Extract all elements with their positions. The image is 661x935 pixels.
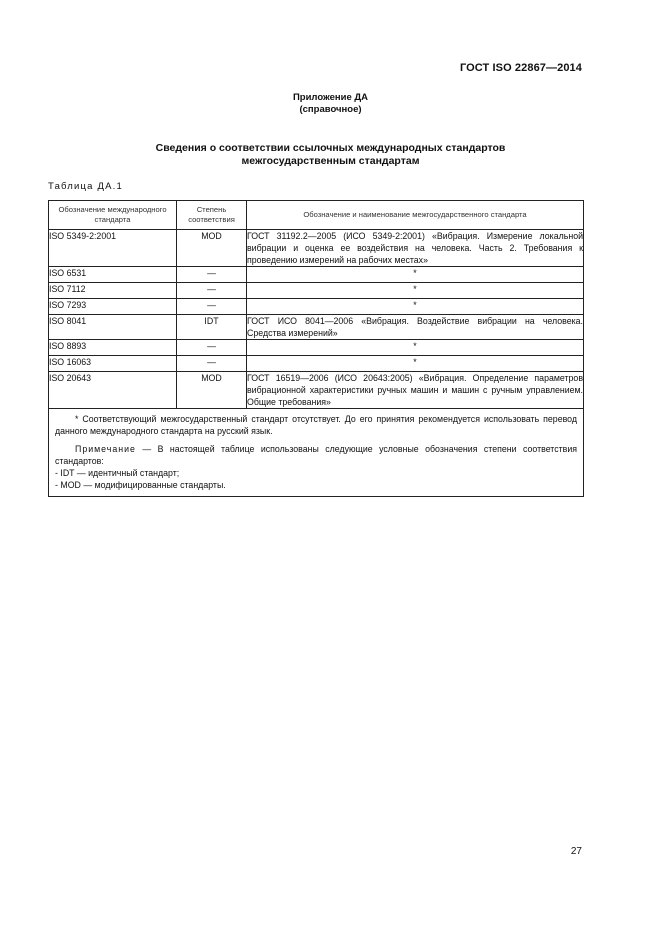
cell-description: ГОСТ 31192.2—2005 (ИСО 5349-2:2001) «Вибрация. Измерение локальной вибрации и оценка ее воздействия на человека. Часть 2. Требования к проведению измерений на рабочих местах» (247, 231, 583, 265)
cell-description: * (247, 299, 584, 315)
table-row (49, 230, 584, 267)
cell-standard: ISO 16063 (49, 356, 177, 372)
section-title (0, 142, 661, 168)
annex-subtitle: (справочное) (299, 104, 362, 115)
cell-description: * (247, 267, 584, 283)
section-title-line-2: межгосударственным стандартам (241, 155, 420, 167)
cell-description: ГОСТ 16519—2006 (ИСО 20643:2005) «Вибрация. Определение параметров вибрационной характеристики ручных машин и машин с ручным управлением. Общие требования» (247, 373, 583, 407)
annex-heading (0, 92, 661, 116)
cell-description: * (247, 356, 584, 372)
cell-description: ГОСТ ИСО 8041—2006 «Вибрация. Воздействие вибрации на человека. Средства измерений» (247, 316, 583, 338)
note-item-idt: - IDT — идентичный стандарт; (55, 468, 180, 478)
table-row (49, 267, 584, 283)
cell-degree: — (177, 267, 247, 283)
cell-degree: — (177, 299, 247, 315)
cell-standard: ISO 8041 (49, 315, 177, 340)
table-notes-row (49, 409, 584, 497)
table-row (49, 283, 584, 299)
footnote: * Соответствующий межгосударственный стандарт отсутствует. До его принятия рекомендуется использовать перевод данного международного стандарта на русский язык. (55, 414, 577, 436)
table-row (49, 299, 584, 315)
cell-standard: ISO 7112 (49, 283, 177, 299)
cell-standard: ISO 6531 (49, 267, 177, 283)
cell-standard: ISO 20643 (49, 372, 177, 409)
table-row (49, 340, 584, 356)
table-row (49, 315, 584, 340)
note-label: Примечание (75, 444, 136, 454)
section-title-line-1: Сведения о соответствии ссылочных международных стандартов (155, 142, 506, 154)
correspondence-table (48, 200, 584, 497)
column-header-international-standard: Обозначение международного стандарта (49, 201, 177, 230)
column-header-interstate-standard: Обозначение и наименование межгосударственного стандарта (247, 201, 584, 230)
table-notes (49, 409, 583, 496)
table-header-row (49, 201, 584, 230)
table-label: Таблица ДА.1 (48, 181, 123, 192)
cell-description: * (247, 340, 584, 356)
cell-description: * (247, 283, 584, 299)
cell-standard: ISO 5349-2:2001 (49, 230, 177, 267)
cell-degree: MOD (177, 372, 247, 409)
cell-degree: — (177, 340, 247, 356)
note-item-mod: - MOD — модифицированные стандарты. (55, 480, 226, 490)
table-row (49, 356, 584, 372)
cell-degree: IDT (177, 315, 247, 340)
cell-degree: MOD (177, 230, 247, 267)
annex-title: Приложение ДА (292, 92, 369, 103)
cell-degree: — (177, 356, 247, 372)
document-code: ГОСТ ISO 22867—2014 (459, 62, 582, 74)
note (55, 443, 577, 467)
table-notes-cell (49, 409, 584, 497)
cell-degree: — (177, 283, 247, 299)
note-text: — В настоящей таблице использованы следующие условные обозначения степени соответствия стандартов: (55, 444, 577, 466)
page-number: 27 (570, 846, 582, 857)
cell-standard: ISO 8893 (49, 340, 177, 356)
cell-standard: ISO 7293 (49, 299, 177, 315)
column-header-degree: Степень соответствия (177, 201, 247, 230)
table-row (49, 372, 584, 409)
